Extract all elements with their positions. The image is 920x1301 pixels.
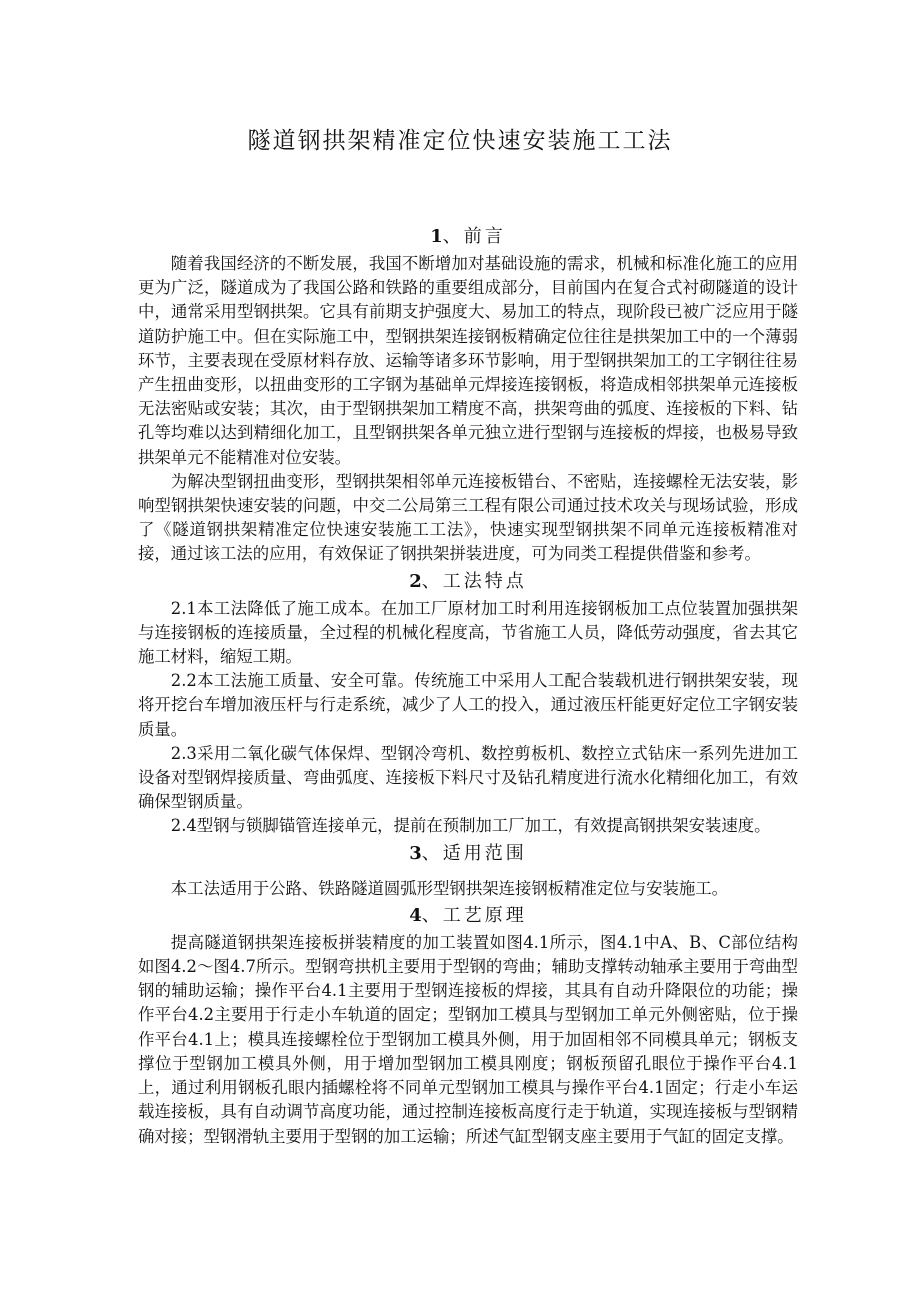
section-number: 1 xyxy=(430,226,443,247)
section-heading-3 xyxy=(138,839,798,869)
section-heading-1 xyxy=(138,222,798,252)
section-title: 、工法特点 xyxy=(421,570,527,592)
section-number: 3 xyxy=(409,842,422,864)
paragraph: 随着我国经济的不断发展，我国不断增加对基础设施的需求，机械和标准化施工的应用更为广泛，隧道成为了我国公路和铁路的重要组成部分，目前国内在复合式衬砌隧道的设计中，通常采用型钢拱架。它具有前期支护强度大、易加工的特点，现阶段已被广泛应用于隧道防护施工中。但在实际施工中，型钢拱架连接钢板精确定位往往是拱架加工中的一个薄弱环节，主要表现在受原材料存放、运输等诸多环节影响，用于型钢拱架加工的工字钢往往易产生扭曲变形，以扭曲变形的工字钢为基础单元焊接连接钢板，将造成相邻拱架单元连接板无法密贴或安装；其次，由于型钢拱架加工精度不高，拱架弯曲的弧度、连接板的下料、钻孔等均难以达到精细化加工，且型钢拱架各单元独立进行型钢与连接板的焊接，也极易导致拱架单元不能精准对位安装。 xyxy=(138,254,798,467)
section-heading-2 xyxy=(138,567,798,597)
paragraph: 为解决型钢扭曲变形，型钢拱架相邻单元连接板错台、不密贴，连接螺栓无法安装，影响型钢拱架快速安装的问题，中交二公局第三工程有限公司通过技术攻关与现场试验，形成了《隧道钢拱架精准定位快速安装施工工法》，快速实现型钢拱架不同单元连接板精准对接，通过该工法的应用，有效保证了钢拱架拼装进度，可为同类工程提供借鉴和参考。 xyxy=(138,471,798,564)
section-heading-4 xyxy=(138,901,798,931)
section-title: 、适用范围 xyxy=(421,842,527,864)
paragraph: 本工法适用于公路、铁路隧道圆弧形型钢拱架连接钢板精准定位与安装施工。 xyxy=(170,878,729,898)
paragraph: 2.4型钢与锁脚锚管连接单元，提前在预制加工厂加工，有效提高钢拱架安装速度。 xyxy=(170,816,771,836)
section-title: 、前言 xyxy=(442,226,506,247)
paragraph: 提高隧道钢拱架连接板拼装精度的加工装置如图4.1所示，图4.1中A、B、C部位结构如图4.2～图4.7所示。型钢弯拱机主要用于型钢的弯曲；辅助支撑转动轴承主要用于弯曲型钢的辅助运输；操作平台4.1主要用于型钢连接板的焊接，其具有自动升降限位的功能；操作平台4.2主要用于行走小车轨道的固定；型钢加工模具与型钢加工单元外侧密贴，位于操作平台4.1上；模具连接螺栓位于型钢加工模具外侧，用于加固相邻不同模具单元；钢板支撑位于型钢加工模具外侧，用于增加型钢加工模具刚度；钢板预留孔眼位于操作平台4.1上，通过利用钢板孔眼内插螺栓将不同单元型钢加工模具与操作平台4.1固定；行走小车运载连接板，具有自动调节高度功能，通过控制连接板高度行走于轨道，实现连接板与型钢精确对接；型钢滑轨主要用于型钢的加工运输；所述气缸型钢支座主要用于气缸的固定支撑。 xyxy=(138,932,798,1146)
paragraph: 2.2本工法施工质量、安全可靠。传统施工中采用人工配合装载机进行钢拱架安装，现将开挖台车增加液压杆与行走系统，减少了人工的投入，通过液压杆能更好定位工字钢安装质量。 xyxy=(138,671,798,739)
section-title: 、工艺原理 xyxy=(421,904,527,926)
document-body xyxy=(138,222,798,1149)
paragraph: 2.3采用二氧化碳气体保焊、型钢冷弯机、数控剪板机、数控立式钻床一系列先进加工设备对型钢焊接质量、弯曲弧度、连接板下料尺寸及钻孔精度进行流水化精细化加工，有效确保型钢质量。 xyxy=(138,743,798,812)
paragraph: 2.1本工法降低了施工成本。在加工厂原材加工时利用连接钢板加工点位装置加强拱架与连接钢板的连接质量，全过程的机械化程度高，节省施工人员，降低劳动强度，省去其它施工材料，缩短工期。 xyxy=(138,598,798,667)
section-number: 2 xyxy=(409,570,422,592)
document-title: 隧道钢拱架精准定位快速安装施工工法 xyxy=(247,128,673,154)
spacer xyxy=(138,869,798,877)
section-number: 4 xyxy=(409,904,422,926)
